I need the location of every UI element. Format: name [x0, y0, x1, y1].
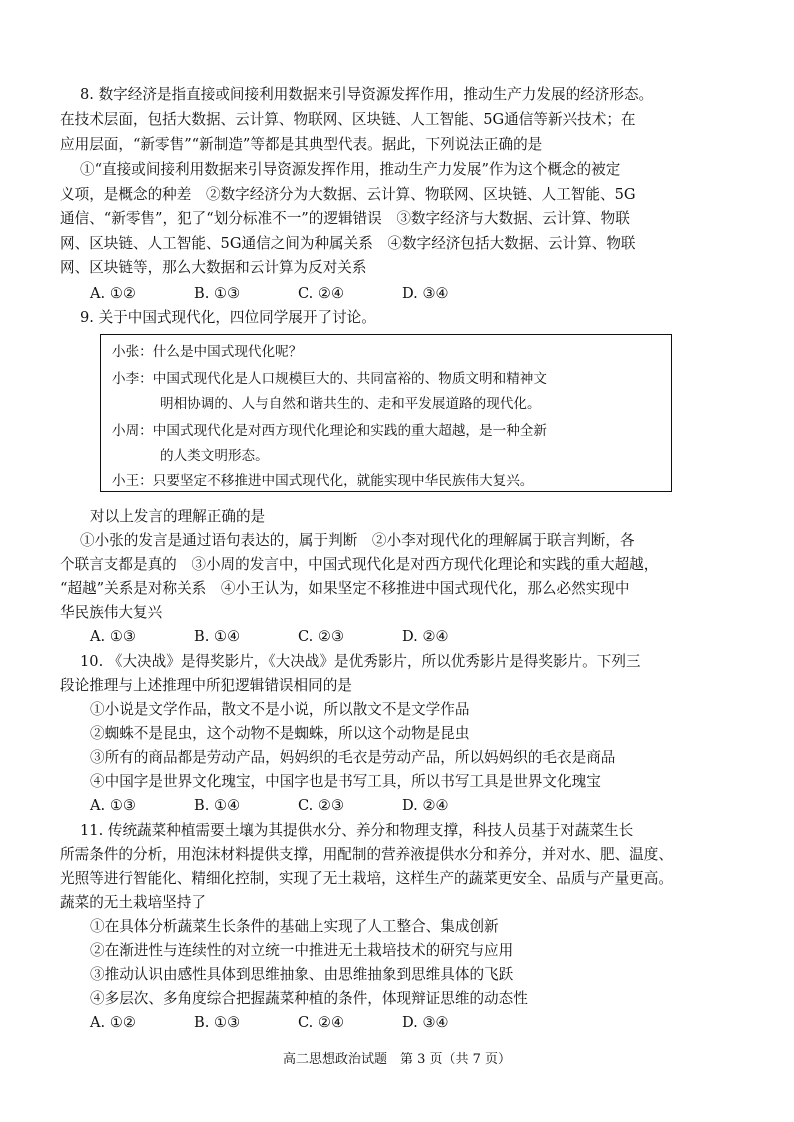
q10-line: ②蜘蛛不是昆虫，这个动物不是蜘蛛，所以这个动物是昆虫 — [90, 725, 470, 742]
q11-line: ①在具体分析蔬菜生长条件的基础上实现了人工整合、集成创新 — [90, 918, 499, 935]
option-c: C. ②④ — [298, 285, 345, 302]
q9-line: 个联言支都是真的 ③小周的发言中，中国式现代化是对西方现代化理论和实践的重大超越， — [60, 556, 659, 573]
q8-line: 通信、“新零售”，犯了“划分标准不一”的逻辑错误 ③数字经济与大数据、云计算、物联 — [60, 210, 630, 227]
option-d: D. ②④ — [402, 797, 449, 814]
q8-line: 应用层面，“新零售”“新制造”等都是其典型代表。据此，下列说法正确的是 — [60, 136, 543, 153]
option-d: D. ③④ — [402, 285, 449, 302]
q9-line: “超越”关系是对称关系 ④小王认为，如果坚定不移推进中国式现代化，那么必然实现中 — [60, 580, 630, 597]
q11-line: ②在渐进性与连续性的对立统一中推进无土栽培技术的研究与应用 — [90, 942, 514, 959]
option-d: D. ②④ — [402, 628, 449, 645]
dialog-line: 小周：中国式现代化是对西方现代化理论和实践的重大超越，是一种全新 — [112, 423, 547, 439]
q10-line: 10. 《大决战》是得奖影片，《大决战》是优秀影片，所以优秀影片是得奖影片。下列三 — [80, 653, 641, 670]
q8-line: 网、区块链等，那么大数据和云计算为反对关系 — [60, 259, 367, 276]
dialog-line: 小李：中国式现代化是人口规模巨大的、共同富裕的、物质文明和精神文 — [112, 371, 547, 387]
q10-line: 段论推理与上述推理中所犯逻辑错误相同的是 — [60, 677, 352, 694]
q11-line: ③推动认识由感性具体到思维抽象、由思维抽象到思维具体的飞跃 — [90, 966, 514, 983]
option-a: A. ①③ — [90, 797, 136, 814]
option-c: C. ②③ — [298, 797, 345, 814]
q8-line: ①“直接或间接利用数据来引导资源发挥作用，推动生产力发展”作为这个概念的被定 — [80, 161, 621, 178]
option-a: A. ①② — [90, 285, 136, 302]
dialog-line: 小张：什么是中国式现代化呢？ — [112, 344, 303, 360]
q8-options — [90, 282, 449, 307]
option-b: B. ①③ — [194, 285, 241, 302]
option-d: D. ③④ — [402, 1014, 449, 1031]
q9-stem: 9. 关于中国式现代化，四位同学展开了讨论。 — [80, 309, 376, 326]
q11-line: 所需条件的分析，用泡沫材料提供支撑，用配制的营养液提供水分和养分，并对水、肥、温度、 — [60, 846, 673, 863]
page-footer: 高二思想政治试题 第 3 页（共 7 页） — [282, 1052, 512, 1067]
dialog-line: 的人类文明形态。 — [160, 448, 269, 464]
option-b: B. ①③ — [194, 1014, 241, 1031]
q11-line: 11. 传统蔬菜种植需要土壤为其提供水分、养分和物理支撑，科技人员基于对蔬菜生长 — [80, 822, 634, 839]
q8-line: 网、区块链、人工智能、5G通信之间为种属关系 ④数字经济包括大数据、云计算、物联 — [60, 235, 636, 252]
q9-line: 华民族伟大复兴 — [60, 604, 163, 621]
q10-line: ①小说是文学作品，散文不是小说，所以散文不是文学作品 — [90, 701, 470, 718]
option-c: C. ②③ — [298, 628, 345, 645]
q11-options — [90, 1011, 449, 1036]
q8-line: 在技术层面，包括大数据、云计算、物联网、区块链、人工智能、5G通信等新兴技术；在 — [60, 111, 636, 128]
q10-line: ③所有的商品都是劳动产品，妈妈织的毛衣是劳动产品，所以妈妈织的毛衣是商品 — [90, 749, 616, 766]
q11-line: 光照等进行智能化、精细化控制，实现了无土栽培，这样生产的蔬菜更安全、品质与产量更高。 — [60, 870, 673, 887]
q10-line: ④中国字是世界文化瑰宝，中国字也是书写工具，所以书写工具是世界文化瑰宝 — [90, 773, 601, 790]
option-c: C. ②④ — [298, 1014, 345, 1031]
q9-line: ①小张的发言是通过语句表达的，属于判断 ②小李对现代化的理解属于联言判断，各 — [80, 532, 635, 549]
option-a: A. ①③ — [90, 628, 136, 645]
q9-options — [90, 625, 449, 650]
option-a: A. ①② — [90, 1014, 136, 1031]
option-b: B. ①④ — [194, 797, 241, 814]
q10-options — [90, 794, 449, 819]
q11-line: ④多层次、多角度综合把握蔬菜种植的条件，体现辩证思维的动态性 — [90, 990, 528, 1007]
q9-line: 对以上发言的理解正确的是 — [90, 508, 266, 525]
dialog-line: 小王：只要坚定不移推进中国式现代化，就能实现中华民族伟大复兴。 — [112, 473, 534, 489]
dialog-line: 明相协调的、人与自然和谐共生的、走和平发展道路的现代化。 — [160, 396, 541, 412]
q11-line: 蔬菜的无土栽培坚持了 — [60, 894, 206, 911]
option-b: B. ①④ — [194, 628, 241, 645]
q8-line: 8. 数字经济是指直接或间接利用数据来引导资源发挥作用，推动生产力发展的经济形态。 — [80, 86, 654, 103]
q8-line: 义项，是概念的种差 ②数字经济分为大数据、云计算、物联网、区块链、人工智能、5G — [60, 186, 636, 203]
